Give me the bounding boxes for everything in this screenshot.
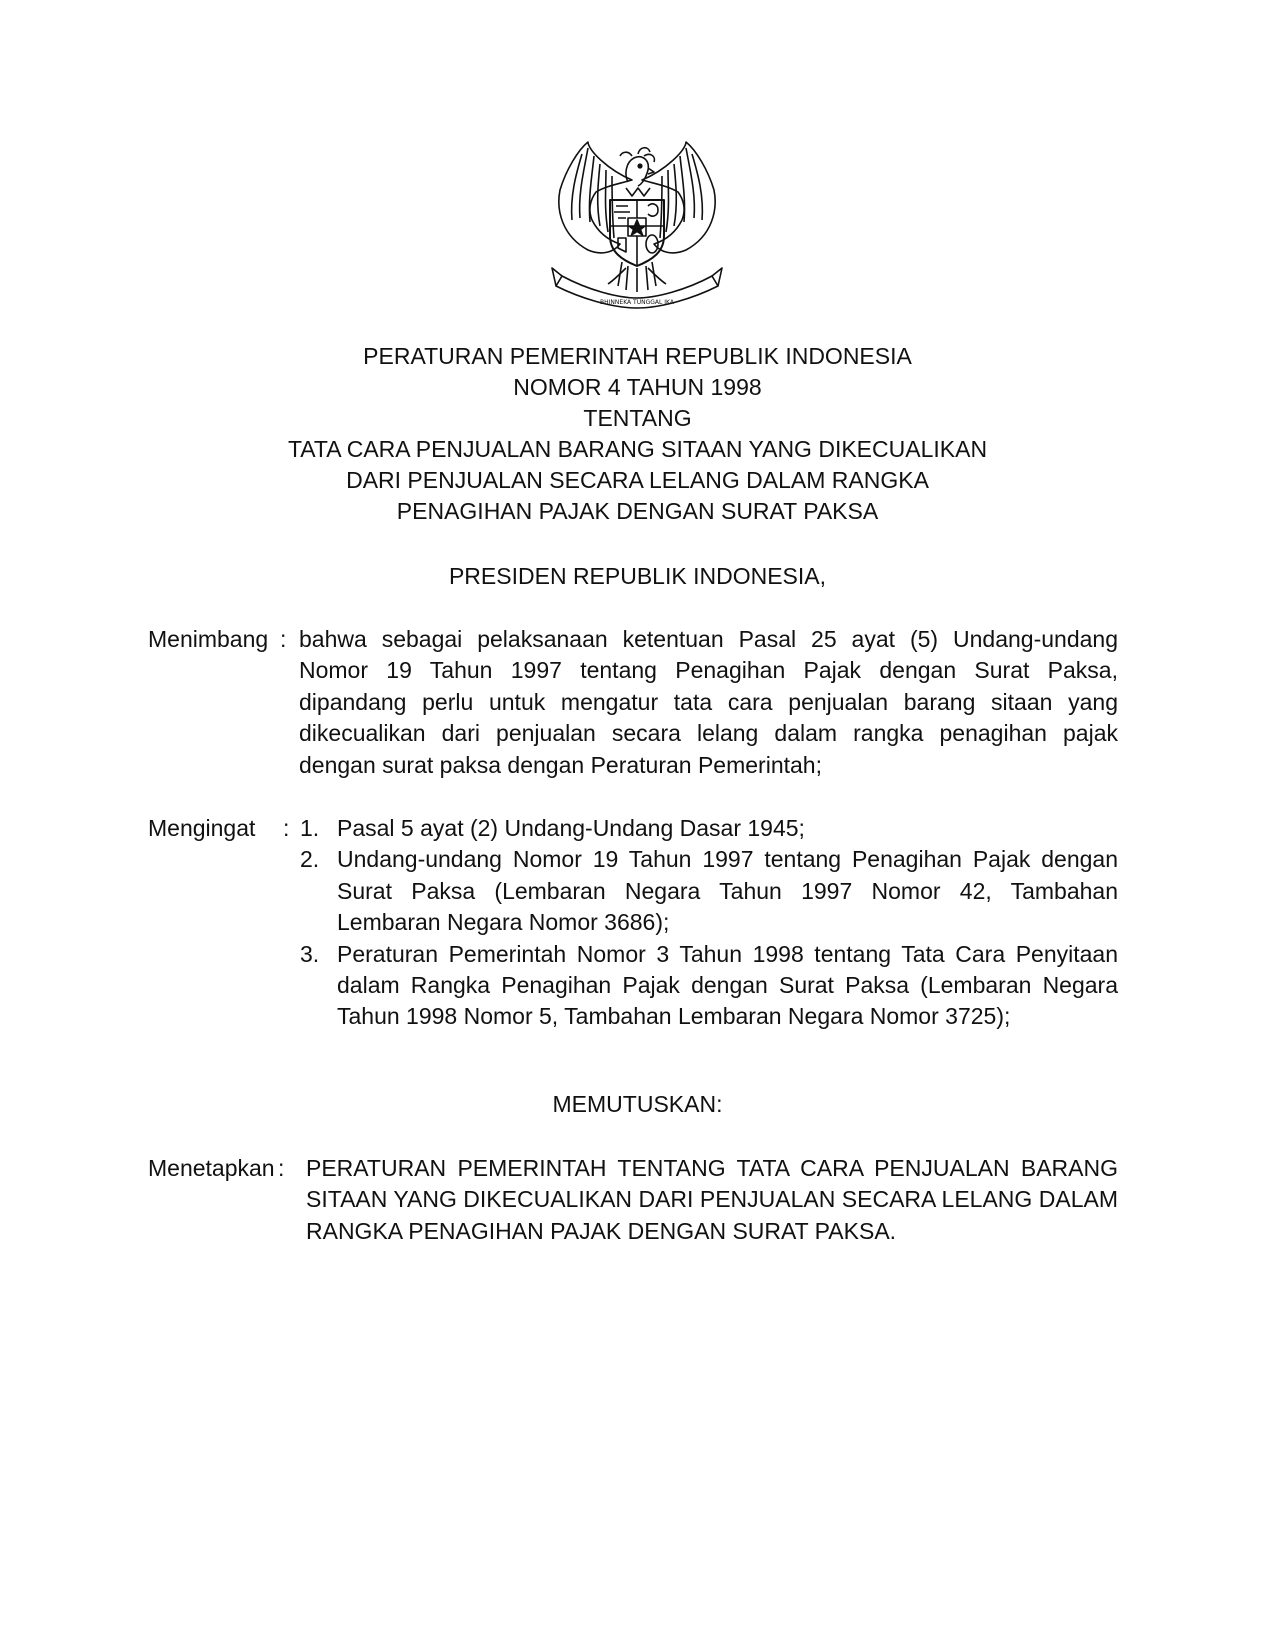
list-item	[300, 844, 1118, 938]
list-item	[300, 939, 1118, 1033]
mengingat-label: Mengingat	[148, 815, 256, 841]
list-item-text: Peraturan Pemerintah Nomor 3 Tahun 1998 tentang Tata Cara Penyitaan dalam Rangka Penagihan Pajak dengan Surat Paksa (Lembaran Negara Tahun 1998 Nomor 5, Tambahan Lembaran Negara Nomor 3725);	[337, 940, 1118, 1030]
list-item-text: Pasal 5 ayat (2) Undang-Undang Dasar 1945;	[337, 815, 805, 841]
title-line-2: NOMOR 4 TAHUN 1998	[513, 374, 762, 400]
list-item-number: 1.	[300, 815, 320, 841]
title-line-6: PENAGIHAN PAJAK DENGAN SURAT PAKSA	[396, 498, 879, 524]
title-line-3: TENTANG	[583, 405, 692, 431]
garuda-emblem-icon	[548, 140, 726, 310]
list-item-number: 2.	[300, 846, 320, 873]
presiden-heading: PRESIDEN REPUBLIK INDONESIA,	[448, 563, 827, 589]
menetapkan-text: PERATURAN PEMERINTAH TENTANG TATA CARA PENJUALAN BARANG SITAAN YANG DIKECUALIKAN DARI PENJUALAN SECARA LELANG DALAM RANGKA PENAGIHAN PAJAK DENGAN SURAT PAKSA.	[306, 1155, 1118, 1244]
list-item-text: Undang-undang Nomor 19 Tahun 1997 tentang Penagihan Pajak dengan Surat Paksa (Lembaran Negara Tahun 1997 Nomor 42, Tambahan Lembaran Negara Nomor 3686);	[337, 846, 1118, 936]
list-item	[300, 813, 1118, 844]
menimbang-text: bahwa sebagai pelaksanaan ketentuan Pasal 25 ayat (5) Undang-undang Nomor 19 Tahun 1997 tentang Penagihan Pajak dengan Surat Paksa, dipandang perlu untuk mengatur tata cara penjualan barang sitaan yang dikecualikan dari penjualan secara lelang dalam rangka penagihan pajak dengan surat paksa dengan Peraturan Pemerintah;	[299, 626, 1118, 778]
menetapkan-colon: :	[278, 1155, 285, 1181]
list-item-number: 3.	[300, 940, 320, 967]
mengingat-list	[300, 813, 1118, 1033]
menetapkan-label: Menetapkan	[148, 1155, 275, 1181]
emblem-motto: BHINNEKA TUNGGAL IKA	[600, 299, 674, 306]
title-line-5: DARI PENJUALAN SECARA LELANG DALAM RANGKA	[346, 467, 929, 493]
document-title	[200, 341, 1075, 527]
memutuskan-heading: MEMUTUSKAN:	[552, 1091, 723, 1117]
mengingat-colon: :	[283, 815, 290, 841]
title-line-1: PERATURAN PEMERINTAH REPUBLIK INDONESIA	[363, 343, 912, 369]
garuda-pancasila-emblem	[548, 140, 726, 310]
menimbang-colon: :	[280, 626, 287, 652]
title-line-4: TATA CARA PENJUALAN BARANG SITAAN YANG DIKECUALIKAN	[287, 436, 988, 462]
menimbang-label: Menimbang	[148, 626, 269, 652]
